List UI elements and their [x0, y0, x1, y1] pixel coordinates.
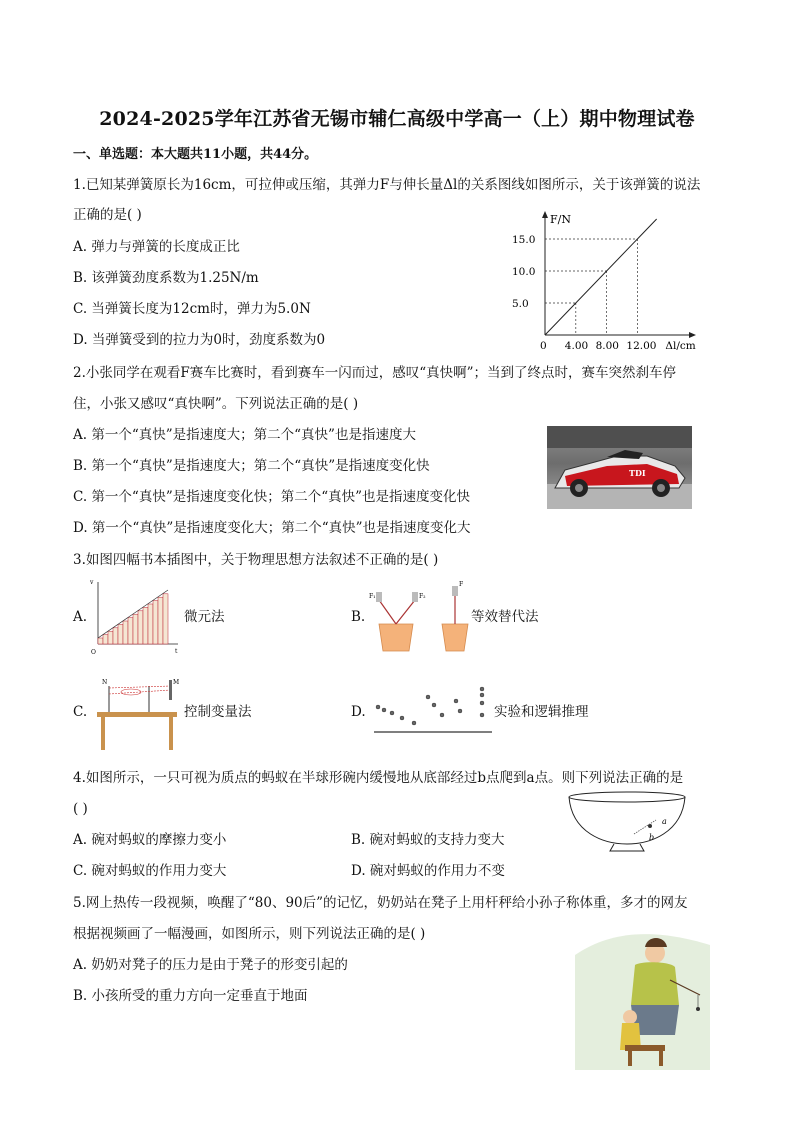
- stair-bar: [158, 597, 163, 644]
- stair-bar: [153, 601, 158, 644]
- y-tick-label: 15.0: [512, 234, 536, 246]
- x-tick-label: 12.00: [626, 340, 657, 352]
- stair-bar: [98, 638, 103, 644]
- q1-option-b: B. 该弹簧劲度系数为1.25N/m: [73, 270, 259, 286]
- origin-label: 0: [540, 340, 547, 352]
- stair-bar: [163, 594, 168, 644]
- fig-b-f-label: F: [459, 581, 464, 588]
- q3-option-a-label: 微元法: [184, 609, 225, 625]
- q3-option-a-letter: A.: [73, 609, 88, 625]
- car-logo-text: TDI: [629, 468, 646, 478]
- q4-option-a: A. 碗对蚂蚁的摩擦力变小: [73, 832, 227, 848]
- q3-option-c-letter: C.: [73, 704, 88, 720]
- stair-bar: [123, 621, 128, 644]
- page-title: 2024-2025学年江苏省无锡市辅仁高级中学高一（上）期中物理试卷: [99, 108, 695, 130]
- ball: [480, 713, 484, 717]
- q3-option-d-letter: D.: [351, 704, 366, 720]
- stair-bar: [148, 604, 153, 644]
- ball: [458, 709, 462, 713]
- q2-stem-line2: 住，小张又感叹“真快啊”。下列说法正确的是( ): [73, 396, 359, 412]
- q4-stem-line1: 4.如图所示，一只可视为质点的蚂蚁在半球形碗内缓慢地从底部经过b点爬到a点。则下列说法正确的是: [73, 770, 684, 786]
- q2-stem-line1: 2.小张同学在观看F赛车比赛时，看到赛车一闪而过，感叹“真快啊”；当到了终点时，赛车突然刹车停: [73, 365, 677, 381]
- fig-c-m-label: M: [173, 679, 180, 686]
- q3-fig-b-equivalent: [365, 578, 470, 653]
- x-axis-title: Δl/cm: [665, 340, 696, 352]
- ball: [454, 699, 458, 703]
- q3-fig-c-control-variable: [95, 672, 180, 752]
- q4-stem-line2: ( ): [73, 801, 88, 817]
- stair-bar: [103, 635, 108, 644]
- data-line: [545, 219, 657, 335]
- ball: [440, 713, 444, 717]
- q1-option-c: C. 当弹簧长度为12cm时，弹力为5.0N: [73, 301, 311, 317]
- ball: [480, 687, 484, 691]
- q1-stem-line2: 正确的是( ): [73, 207, 142, 223]
- fig-a-v-label: v: [90, 579, 94, 586]
- ball: [390, 711, 394, 715]
- q3-option-b-letter: B.: [351, 609, 366, 625]
- fig-c-n-label: N: [102, 679, 108, 686]
- stair-bar: [118, 624, 123, 644]
- ball: [480, 693, 484, 697]
- ball: [426, 695, 430, 699]
- point-a-label: a: [662, 817, 667, 826]
- x-tick-label: 8.00: [595, 340, 619, 352]
- ant-icon: [648, 824, 652, 828]
- q3-stem: 3.如图四幅书本插图中，关于物理思想方法叙述不正确的是( ): [73, 552, 439, 568]
- q1-option-d: D. 当弹簧受到的拉力为0时，劲度系数为0: [73, 332, 326, 348]
- ball: [382, 708, 386, 712]
- point-b-label: b: [649, 833, 655, 842]
- q4-option-d: D. 碗对蚂蚁的作用力不变: [351, 863, 505, 879]
- q5-option-b: B. 小孩所受的重力方向一定垂直于地面: [73, 988, 308, 1004]
- stair-bar: [133, 614, 138, 644]
- fig-b-f1-label: F₁: [369, 593, 376, 600]
- y-tick-label: 5.0: [512, 298, 529, 310]
- stair-bar: [128, 618, 133, 644]
- q4-option-b: B. 碗对蚂蚁的支持力变大: [351, 832, 505, 848]
- stair-bar: [113, 628, 118, 644]
- fig-b-f2-label: F₂: [419, 593, 426, 600]
- q3-fig-d-experiment-logic: [370, 685, 495, 735]
- q1-stem-line1: 1.已知某弹簧原长为16cm，可拉伸或压缩，其弹力F与伸长量Δl的关系图线如图所示，关于该弹簧的说法: [73, 177, 701, 193]
- stair-bar: [138, 611, 143, 644]
- q1-spring-chart: [500, 205, 710, 352]
- x-tick-label: 4.00: [564, 340, 589, 352]
- q4-bowl-figure: [564, 788, 694, 858]
- y-axis-label: F/N: [550, 213, 571, 226]
- q3-option-c-label: 控制变量法: [184, 704, 252, 720]
- q3-option-b-label: 等效替代法: [471, 609, 539, 625]
- q2-race-car-image: [547, 426, 692, 509]
- ball: [376, 705, 380, 709]
- y-tick-label: 10.0: [512, 266, 536, 278]
- q5-grandma-cartoon: [575, 925, 710, 1070]
- fig-a-t-label: t: [175, 648, 178, 655]
- q4-option-c: C. 碗对蚂蚁的作用力变大: [73, 863, 227, 879]
- q1-option-a: A. 弹力与弹簧的长度成正比: [73, 239, 240, 255]
- section-heading: 一、单选题：本大题共11小题，共44分。: [73, 147, 318, 162]
- q3-option-d-label: 实验和逻辑推理: [494, 704, 589, 720]
- q5-option-a: A. 奶奶对凳子的压力是由于凳子的形变引起的: [73, 957, 348, 973]
- q2-option-b: B. 第一个“真快”是指速度大；第二个“真快”是指速度变化快: [73, 458, 430, 474]
- y-axis-arrow: [542, 211, 548, 218]
- q5-stem-line2: 根据视频画了一幅漫画，如图所示，则下列说法正确的是( ): [73, 926, 426, 942]
- fig-a-o-label: O: [91, 649, 96, 656]
- stair-bar: [143, 607, 148, 644]
- q3-fig-a-microelement: [88, 578, 180, 656]
- ball: [400, 716, 404, 720]
- ball: [480, 701, 484, 705]
- q2-option-a: A. 第一个“真快”是指速度大；第二个“真快”也是指速度大: [73, 427, 416, 443]
- ball: [432, 703, 436, 707]
- q2-option-c: C. 第一个“真快”是指速度变化快；第二个“真快”也是指速度变化快: [73, 489, 471, 505]
- stair-bar: [108, 631, 113, 644]
- q5-stem-line1: 5.网上热传一段视频，唤醒了“80、90后”的记忆，奶奶站在凳子上用杆秤给小孙子称体重，多才的网友: [73, 895, 688, 911]
- x-axis-arrow: [689, 332, 696, 338]
- q2-option-d: D. 第一个“真快”是指速度变化大；第二个“真快”也是指速度变化大: [73, 520, 471, 536]
- ball: [412, 721, 416, 725]
